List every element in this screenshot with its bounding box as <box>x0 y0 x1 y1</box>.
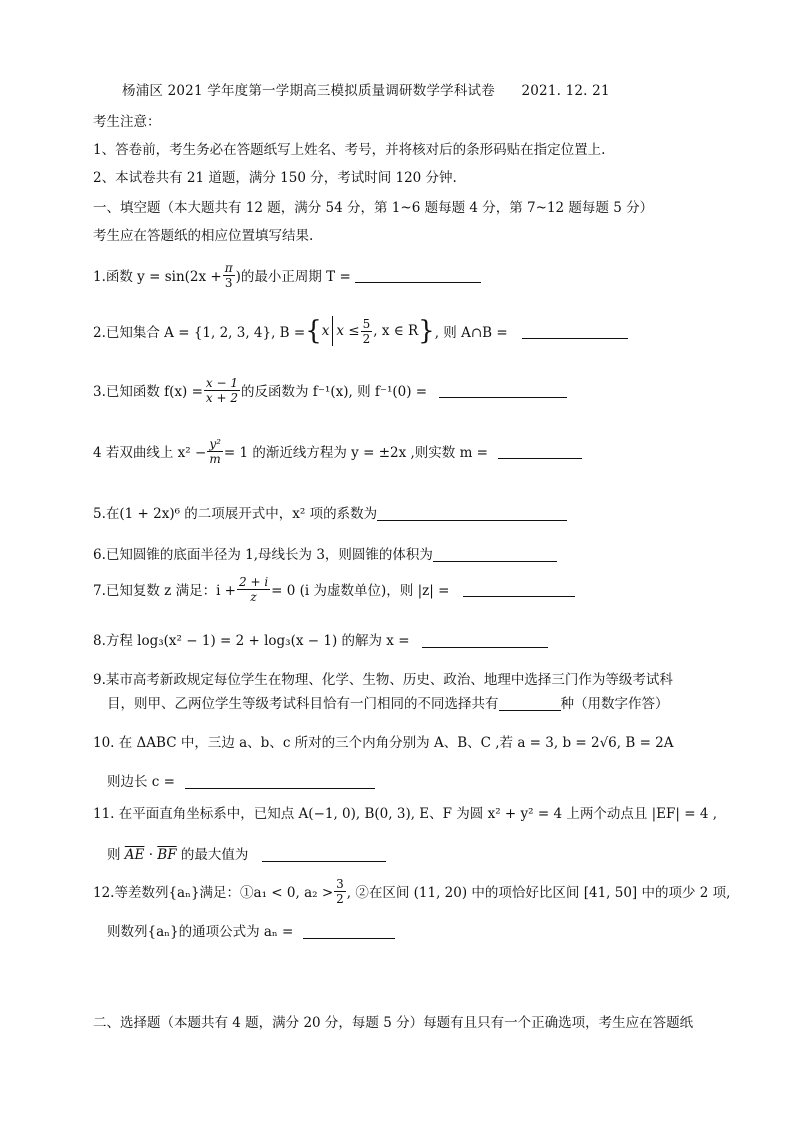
question-12-line2 <box>107 920 395 940</box>
q7-fraction <box>237 575 270 604</box>
section1-heading: 一、填空题（本大题共有 12 题，满分 54 分，第 1~6 题每题 4 分，第 7~12 题每题 5 分） <box>93 200 654 216</box>
q1-num: π <box>224 260 233 275</box>
question-9-line2 <box>107 692 669 712</box>
q4-pre: 4 若双曲线上 x² − <box>93 445 207 461</box>
question-8 <box>93 629 548 649</box>
question-11-line2 <box>107 843 386 863</box>
q4-num: y² <box>209 436 221 451</box>
question-1 <box>93 258 481 292</box>
q2-pre: 2.已知集合 A = {1, 2, 3, 4}, B = <box>93 325 306 341</box>
q1-post: )的最小正周期 T = <box>235 269 351 285</box>
question-2 <box>93 312 628 350</box>
question-3 <box>93 373 567 407</box>
question-10-line2 <box>107 770 375 790</box>
question-7 <box>93 571 575 607</box>
q3-den: x + 2 <box>205 390 239 405</box>
q1-pre: 1.函数 y = sin(2x + <box>93 269 222 285</box>
question-5 <box>93 502 567 522</box>
question-10-line1: 10. 在 ΔABC 中，三边 a、b、c 所对的三个内角分别为 A、B、C ,若 a = 3, b = 2√6, B = 2A <box>93 735 674 751</box>
q1-fraction <box>223 261 235 290</box>
q3-post: 的反函数为 f⁻¹(x), 则 f⁻¹(0) = <box>241 384 428 400</box>
q5-answer-blank[interactable] <box>377 506 567 521</box>
q7-answer-blank[interactable] <box>463 582 575 597</box>
q3-num: x − 1 <box>205 375 239 390</box>
note-2: 2、本试卷共有 21 道题，满分 150 分，考试时间 120 分钟. <box>93 170 457 186</box>
q2-answer-blank[interactable] <box>522 324 628 339</box>
question-11-line1: 11. 在平面直角坐标系中，已知点 A(−1, 0), B(0, 3), E、F 为圆 x² + y² = 4 上两个动点且 |EF| = 4 , <box>93 806 717 822</box>
question-9-line1: 9.某市高考新政规定每位学生在物理、化学、生物、历史、政治、地理中选择三门作为等级考试科 <box>93 672 673 688</box>
q2-fraction <box>361 317 373 346</box>
q9-line2a: 目，则甲、乙两位学生等级考试科目恰有一门相同的不同选择共有 <box>107 696 499 712</box>
q1-answer-blank[interactable] <box>355 268 481 283</box>
q12-den: 2 <box>336 891 344 906</box>
q2-set-bar <box>332 316 333 346</box>
q2-den: 2 <box>362 331 371 346</box>
note-1: 1、答卷前，考生务必在答题纸写上姓名、考号，并将核对后的条形码贴在指定位置上. <box>93 142 606 158</box>
q12-num: 3 <box>336 876 344 891</box>
exam-title <box>122 79 610 99</box>
q6-text: 6.已知圆锥的底面半径为 1,母线长为 3，则圆锥的体积为 <box>93 547 433 563</box>
exam-title-text: 杨浦区 2021 学年度第一学期高三模拟质量调研数学学科试卷 <box>122 83 495 99</box>
q11-vector-bf: $\overline{BF}$ <box>157 847 177 863</box>
q2-num: 5 <box>362 316 371 331</box>
q7-num: 2 + i <box>239 574 269 589</box>
q7-post: = 0 (i 为虚数单位)，则 |z| = <box>271 583 450 599</box>
q4-answer-blank[interactable] <box>498 444 582 459</box>
q2-cond: x ≤ <box>336 323 360 339</box>
q11-dot: · <box>144 847 158 863</box>
q4-post: = 1 的渐近线方程为 y = ±2x ,则实数 m = <box>223 445 488 461</box>
question-4 <box>93 433 582 469</box>
q5-text: 5.在(1 + 2x)⁶ 的二项展开式中，x² 项的系数为 <box>93 506 378 522</box>
q12-line2: 则数列{aₙ}的通项公式为 aₙ = <box>107 924 294 940</box>
q10-line2: 则边长 c = <box>107 774 175 790</box>
q9-line2b: 种（用数字作答） <box>560 696 669 712</box>
exam-date: 2021. 12. 21 <box>521 83 610 99</box>
q12-answer-blank[interactable] <box>303 924 395 939</box>
q12-fraction <box>334 877 346 906</box>
q2-post: , 则 A∩B = <box>434 325 508 341</box>
notes-heading: 考生注意： <box>93 114 161 130</box>
section2-heading: 二、选择题（本题共有 4 题，满分 20 分，每题 5 分）每题有且只有一个正确选项，考生应在答题纸 <box>93 1015 694 1031</box>
q9-answer-blank[interactable] <box>499 696 561 711</box>
q7-pre: 7.已知复数 z 满足：i + <box>93 583 236 599</box>
q10-answer-blank[interactable] <box>185 774 375 789</box>
q11-answer-blank[interactable] <box>262 847 386 862</box>
q1-den: 3 <box>224 275 233 290</box>
q4-fraction <box>207 437 223 466</box>
q2-set-var: x <box>321 323 330 339</box>
q2-right-brace: } <box>418 316 435 346</box>
q11-vector-ae: $\overline{AE}$ <box>124 847 145 863</box>
question-6 <box>93 543 557 563</box>
q12-post: , ②在区间 (11, 20) 中的项恰好比区间 [41, 50] 中的项少 2 项, <box>346 885 731 901</box>
q8-text: 8.方程 log₃(x² − 1) = 2 + log₃(x − 1) 的解为 x = <box>93 633 410 649</box>
q11-line2-pre: 则 <box>107 847 125 863</box>
q2-left-brace: { <box>305 316 322 346</box>
question-12-line1 <box>93 873 730 909</box>
q4-den: m <box>209 451 221 466</box>
q8-answer-blank[interactable] <box>422 633 548 648</box>
q12-pre: 12.等差数列{aₙ}满足：①a₁ < 0, a₂ > <box>93 885 334 901</box>
q6-answer-blank[interactable] <box>433 547 557 562</box>
q7-den: z <box>250 589 257 604</box>
q3-pre: 3.已知函数 f(x) = <box>93 384 203 400</box>
section1-instruction: 考生应在答题纸的相应位置填写结果. <box>93 228 314 244</box>
q11-line2-post: 的最大值为 <box>176 847 249 863</box>
q2-cond2: , x ∈ R <box>373 323 419 339</box>
q3-fraction <box>204 376 240 405</box>
q3-answer-blank[interactable] <box>439 383 567 398</box>
